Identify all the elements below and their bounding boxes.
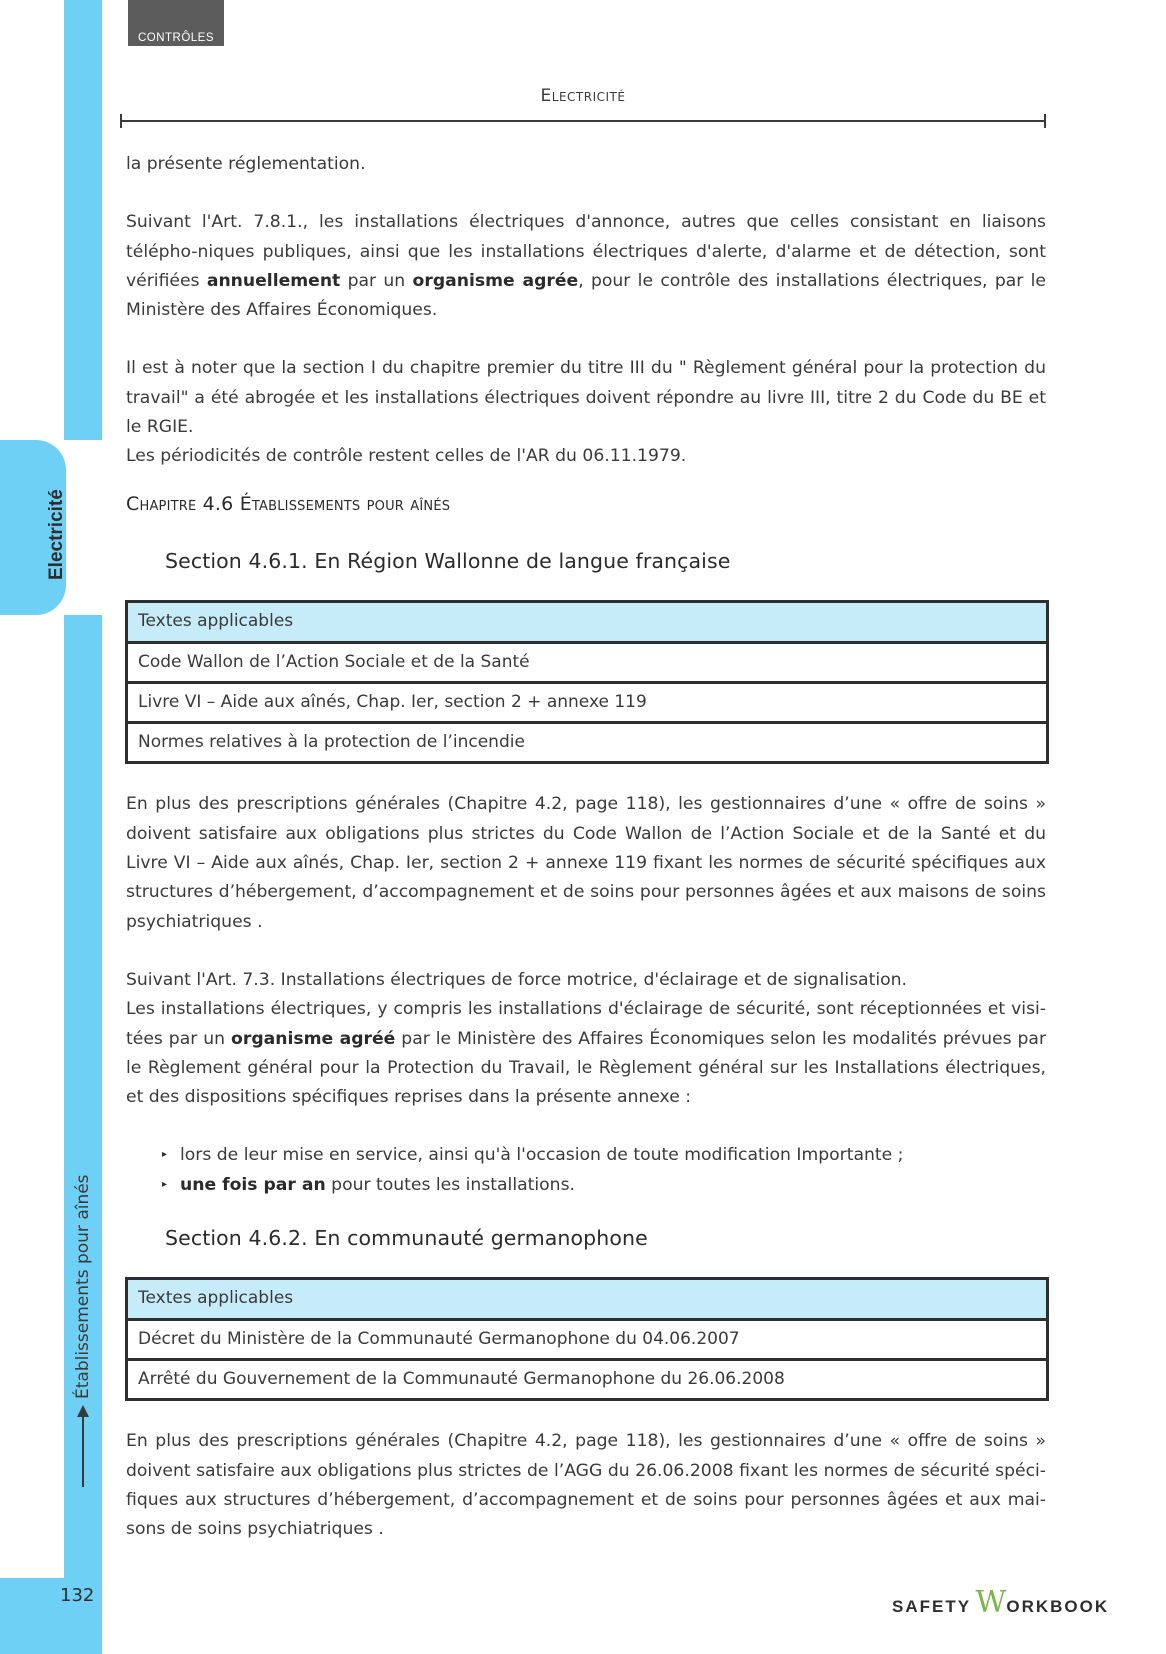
- bullet-list: [162, 1141, 1046, 1200]
- paragraph: [126, 995, 1046, 1112]
- table-header-cell: Textes applicables: [127, 1279, 1048, 1319]
- table-header-cell: Textes applicables: [127, 602, 1048, 642]
- paragraph: la présente réglementation.: [126, 154, 366, 174]
- logo-workbook: ORKBOOK: [1006, 1597, 1110, 1616]
- table-cell: Décret du Ministère de la Communauté Germanophone du 04.06.2007: [127, 1319, 1048, 1359]
- safety-workbook-logo: [892, 1585, 1109, 1620]
- bold-text: organisme agréé: [231, 1028, 396, 1049]
- paragraph: Les périodicités de contrôle restent celles de l'AR du 06.11.1979.: [126, 446, 687, 467]
- chapter-heading: Chapitre 4.6 Établissements pour aînés: [126, 492, 451, 515]
- list-item: ▸ lors de leur mise en service, ainsi qu'à l'occasion de toute modification Importante ;: [162, 1141, 1046, 1170]
- text-run: Les installations électriques, y compris les installations d'éclairage de sécurité, sont réceptionnées et visi-tées par un: [126, 999, 1046, 1049]
- text-run: , pour le contrôle des installations électriques, par le Ministère des Affaires Économiques.: [126, 270, 1047, 321]
- text-run: pour toutes les installations.: [325, 1174, 575, 1195]
- bold-text: organisme agrée: [412, 270, 579, 291]
- page-title: Electricité: [540, 86, 626, 106]
- logo-w: W: [975, 1585, 1007, 1620]
- paragraph: En plus des prescriptions générales (Chapitre 4.2, page 118), les gestionnaires d’une « offre de soins » doivent satisfaire aux obligations plus strictes de l’AGG du 26.06.2008 fixant les normes de sécurité spéci-fiques aux structures d’hébergement, d’accompagnement et de soins pour personnes âgées et aux mai-sons de soins psychiatriques .: [126, 1431, 1046, 1540]
- table-cell: Arrêté du Gouvernement de la Communauté Germanophone du 26.06.2008: [127, 1359, 1048, 1399]
- logo-safety: SAFETY: [892, 1597, 972, 1616]
- section-heading: Section 4.6.1. En Région Wallonne de langue française: [165, 548, 731, 573]
- header-rule: [120, 120, 1046, 122]
- sidebar-section-text: Établissements pour aînés: [73, 1174, 93, 1399]
- paragraph: En plus des prescriptions générales (Chapitre 4.2, page 118), les gestionnaires d’une « offre de soins » doivent satisfaire aux obligations plus strictes du Code Wallon de l’Action Sociale et de la Santé et du Livre VI – Aide aux aînés, Chap. Ier, section 2 + annexe 119 fixant les normes de sécurité spécifiques aux structures d’hébergement, d’accompagnement et de soins pour personnes âgées et aux maisons de soins psychiatriques .: [126, 794, 1046, 932]
- sidebar-strip: [64, 0, 102, 440]
- bold-text: annuellement: [206, 270, 341, 291]
- sidebar-strip-bottom: [64, 615, 102, 1654]
- sidebar-cutout-top: [0, 0, 64, 440]
- page-number: 132: [60, 1585, 95, 1606]
- paragraph: Il est à noter que la section I du chapitre premier du titre III du " Règlement général pour la protection du travail" a été abrogée et les installations électriques doivent répondre au livre III, titre 2 du Code du BE et le RGIE.: [126, 358, 1046, 438]
- applicable-texts-table: [125, 600, 1049, 764]
- text-run: Suivant l'Art. 7.8.1., les installations électriques d'annonce, autres que celles consistant en liaisons télépho-niques publiques, ainsi que les installations électriques d'alerte, d'alarme et de détection, sont vérifiées: [126, 212, 1046, 291]
- table-cell: Code Wallon de l’Action Sociale et de la Santé: [127, 642, 1048, 682]
- applicable-texts-table: [125, 1277, 1049, 1401]
- table-cell: Livre VI – Aide aux aînés, Chap. Ier, section 2 + annexe 119: [127, 682, 1048, 722]
- main-content: [126, 150, 1046, 1544]
- arrow-right-icon: [77, 1405, 89, 1417]
- paragraph: [126, 208, 1046, 325]
- sidebar-chapter-label: Electricité: [46, 489, 67, 580]
- text-run: par le Ministère des Affaires Économiques selon les modalités prévues par le Règlement général pour la Protection du Travail, le Règlement général sur les Installations électriques, et des dispositions spécifiques reprises dans la présente annexe :: [126, 1028, 1047, 1108]
- header-tab: CONTRÔLES: [128, 0, 224, 46]
- list-item: [162, 1171, 1046, 1200]
- section-heading: Section 4.6.2. En communauté germanophone: [165, 1226, 648, 1251]
- paragraph: Suivant l'Art. 7.3. Installations électriques de force motrice, d'éclairage et de signalisation.: [126, 969, 907, 990]
- table-cell: Normes relatives à la protection de l’incendie: [127, 723, 1048, 763]
- sidebar-section-label: [73, 1174, 93, 1487]
- text-run: par un: [340, 270, 413, 291]
- sidebar-cutout: [0, 615, 64, 1578]
- arrow-line-icon: [82, 1417, 84, 1487]
- bold-text: une fois par an: [180, 1174, 326, 1195]
